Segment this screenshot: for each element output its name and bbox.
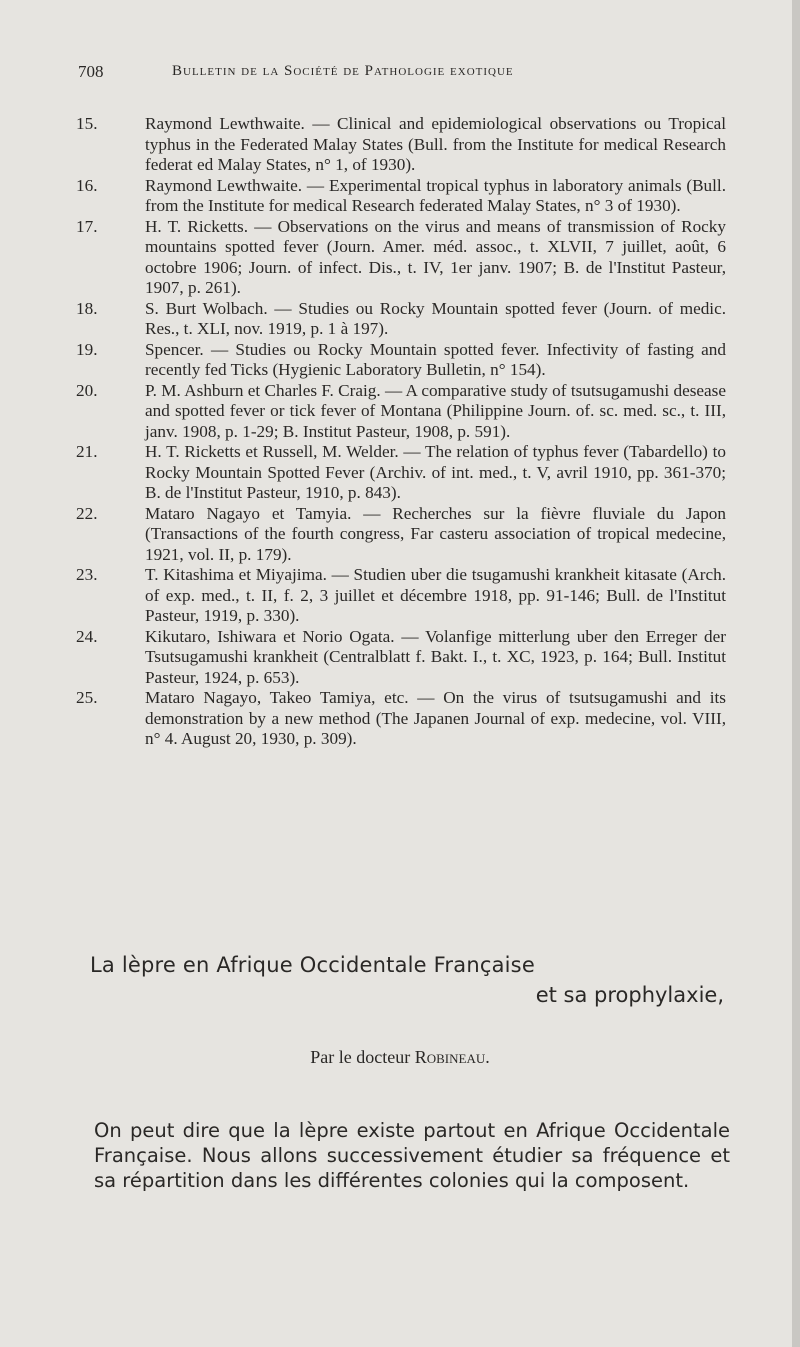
reference-item xyxy=(76,114,726,176)
reference-item xyxy=(76,340,726,381)
article-title-line-2: et sa prophylaxie, xyxy=(535,983,724,1007)
reference-text: P. M. Ashburn et Charles F. Craig. — A comparative study of tsutsugamushi desease and spotted fever or tick fever of Montana (Philippine Journ. of. sc. med. sc., t. III, janv. 1908, p. 1-29; B. Institut Pasteur, 1908, p. 591). xyxy=(145,380,726,441)
reference-item xyxy=(76,176,726,217)
reference-text: Mataro Nagayo et Tamyia. — Recherches sur la fièvre fluviale du Japon (Transactions of the fourth congress, Far casteru association of tropical medecine, 1921, vol. II, p. 179). xyxy=(145,503,726,564)
reference-text: Kikutaro, Ishiwara et Norio Ogata. — Volanfige mitterlung uber den Erreger der Tsutsugamushi krankheit (Centralblatt f. Bakt. I., t. XC, 1923, p. 164; Bull. Institut Pasteur, 1924, p. 653). xyxy=(145,626,726,687)
reference-text: Mataro Nagayo, Takeo Tamiya, etc. — On the virus of tsutsugamushi and its demonstration by a new method (The Japanen Journal of exp. medecine, vol. VIII, n° 4. August 20, 1930, p. 309). xyxy=(145,688,726,748)
reference-number: 21. xyxy=(76,442,98,461)
reference-text: Raymond Lewthwaite. — Experimental tropical typhus in laboratory animals (Bull. from the Institute for medical Research federated Malay States, n° 3 of 1930). xyxy=(145,175,726,215)
author-prefix: Par le docteur xyxy=(310,1047,411,1067)
reference-number: 16. xyxy=(76,175,98,195)
reference-text: H. T. Ricketts. — Observations on the virus and means of transmission of Rocky mountains spotted fever (Journ. Amer. méd. assoc., t. XLVII, 7 juillet, août, 6 octobre 1906; Journ. of infect. Dis., t. IV, 1er janv. 1907; B. de l'Institut Pasteur, 1907, p. 261). xyxy=(145,216,726,297)
reference-text: T. Kitashima et Miyajima. — Studien uber die tsugamushi krankheit kitasate (Arch. of exp. med., t. II, f. 2, 3 juillet et décembre 1918, pp. 91-146; Bull. de l'Institut Pasteur, 1919, p. 330). xyxy=(145,565,726,625)
reference-item xyxy=(76,299,726,340)
reference-number: 22. xyxy=(76,503,98,523)
reference-item xyxy=(76,688,726,750)
reference-text: S. Burt Wolbach. — Studies ou Rocky Mountain spotted fever (Journ. of medic. Res., t. XLI, nov. 1919, p. 1 à 197). xyxy=(145,298,726,338)
reference-number: 19. xyxy=(76,339,98,359)
reference-item xyxy=(76,381,726,443)
article-title-line-1: La lèpre en Afrique Occidentale Française xyxy=(90,953,535,977)
reference-item xyxy=(76,627,726,689)
article-title xyxy=(90,953,730,1007)
page-edge xyxy=(792,0,800,1347)
reference-item xyxy=(76,504,726,566)
author-name: Robineau. xyxy=(414,1047,490,1067)
reference-number: 18. xyxy=(76,298,98,318)
reference-number: 23. xyxy=(76,565,98,584)
reference-number: 17. xyxy=(76,216,98,236)
reference-text: Spencer. — Studies ou Rocky Mountain spotted fever. Infectivity of fasting and recently fed Ticks (Hygienic Laboratory Bulletin, n° 154). xyxy=(145,339,726,379)
page-number: 708 xyxy=(78,62,104,81)
reference-number: 20. xyxy=(76,380,98,400)
reference-item xyxy=(76,217,726,299)
reference-text: Raymond Lewthwaite. — Clinical and epidemiological observations ou Tropical typhus in the Federated Malay States (Bull. from the Institute for medical Research federat ed Malay States, n° 1, of 1930). xyxy=(145,114,726,174)
running-title: Bulletin de la Société de Pathologie exotique xyxy=(172,63,514,79)
reference-list xyxy=(76,114,726,750)
reference-text: H. T. Ricketts et Russell, M. Welder. — The relation of typhus fever (Tabardello) to Rocky Mountain Spotted Fever (Archiv. of int. med., t. V, avril 1910, pp. 361-370; B. de l'Institut Pasteur, 1910, p. 843). xyxy=(145,442,726,502)
body-paragraph: On peut dire que la lèpre existe partout en Afrique Occidentale Française. Nous allons successivement étudier sa fréquence et sa répartition dans les différentes colonies qui la composent. xyxy=(94,1119,730,1192)
reference-number: 25. xyxy=(76,688,98,707)
reference-item xyxy=(76,565,726,627)
reference-number: 15. xyxy=(76,114,98,133)
reference-number: 24. xyxy=(76,626,98,646)
reference-item xyxy=(76,442,726,504)
article-author xyxy=(0,1047,800,1068)
page-header xyxy=(78,62,738,92)
